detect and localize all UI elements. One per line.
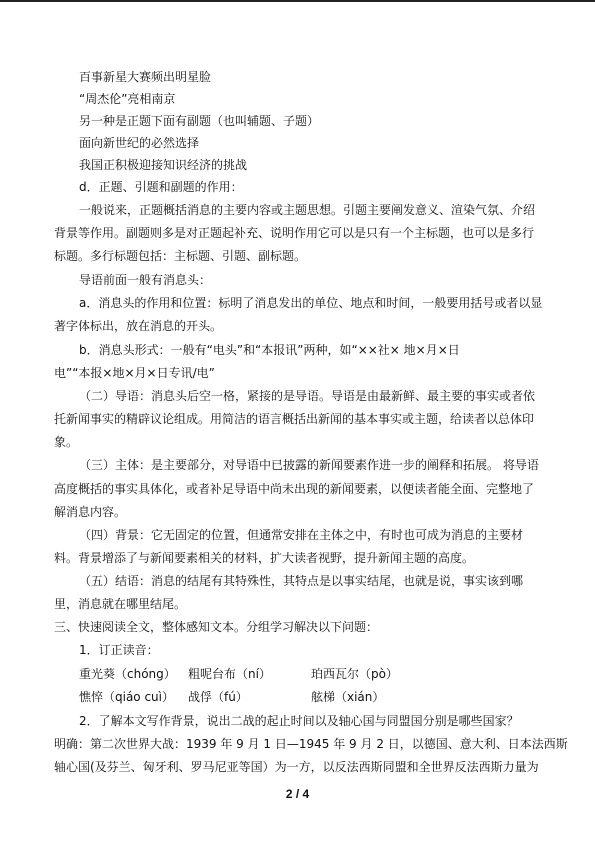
text-line-content: 面向新世纪的必然选择 — [79, 136, 200, 150]
text-line-content: 我国正积极迎接知识经济的挑战 — [79, 158, 248, 172]
text-line — [0, 640, 595, 660]
text-line — [0, 711, 595, 731]
text-line — [0, 340, 595, 360]
text-line — [0, 455, 595, 475]
text-line — [0, 89, 595, 109]
text-line-content: （二）导语：消息头后空一格，紧接的是导语。导语是由最新鲜、最主要的事实或者依 — [79, 389, 536, 403]
text-line — [0, 432, 595, 452]
text-line — [0, 757, 595, 777]
text-line — [0, 571, 595, 591]
text-line — [0, 155, 595, 175]
text-line — [0, 223, 595, 243]
text-line-content: 另一种是正题下面有副题（也叫辅题、子题） — [79, 114, 320, 128]
text-line-content: （五）结语：消息的结尾有其特殊性，其特点是以事实结尾，也就是说，事实该到哪 — [79, 574, 524, 588]
text-line-content: 高度概括的事实具体化，或者补足导语中尚未出现的新闻要素，以便读者能全面、完整地了 — [54, 482, 535, 496]
text-line-content: 著字体标出，放在消息的开头。 — [54, 319, 223, 333]
pronunciation-item: 舷梯（xián） — [311, 690, 385, 704]
page-number: 2 / 4 — [285, 787, 310, 801]
pronunciation-item: 憔悴（qiáo cuì） — [79, 690, 174, 704]
text-line — [0, 525, 595, 545]
text-line — [0, 111, 595, 131]
text-line-content: 标题。多行标题包括：主标题、引题、副标题。 — [54, 249, 307, 263]
text-line-content: “周杰伦”亮相南京 — [79, 92, 176, 106]
text-line — [0, 67, 595, 87]
text-line — [0, 177, 595, 197]
text-line-content: 2．了解本文写作背景，说出二战的起止时间以及轴心国与同盟国分别是哪些国家？ — [79, 714, 519, 728]
pronunciation-item: 粗呢台布（ní） — [188, 667, 271, 681]
text-line — [0, 386, 595, 406]
text-line — [0, 270, 595, 290]
text-line-content: （三）主体：是主要部分，对导语中已披露的新闻要素作进一步的阐释和拓展。 将导语 — [79, 458, 539, 472]
text-line-content: d．正题、引题和副题的作用： — [79, 180, 243, 194]
text-line-content: 导语前面一般有消息头： — [79, 273, 212, 287]
text-line-content: 百事新星大赛频出明星脸 — [79, 70, 212, 84]
pronunciation-item: 战俘（fú） — [188, 690, 248, 704]
text-line — [0, 133, 595, 153]
text-line-content: 托新闻事实的精辟议论组成。用简洁的语言概括出新闻的基本事实或主题，给读者以总体印 — [54, 412, 535, 426]
text-line-content: 背景等作用。副题则多是对正题起补充、说明作用它可以是只有一个主标题，也可以是多行 — [54, 226, 535, 240]
text-line-content: 一般说来，正题概括消息的主要内容或主题思想。引题主要阐发意义、渲染气氛、介绍 — [79, 203, 536, 217]
text-line-content: 里，消息就在哪里结尾。 — [54, 597, 187, 611]
text-line-content: 电”“本报×地×月×日专讯/电” — [54, 366, 215, 380]
text-line — [0, 502, 595, 522]
text-line-content: b．消息头形式：一般有“电头”和“本报讯”两种，如“××社× 地×月×日 — [79, 343, 460, 357]
text-line-content: a．消息头的作用和位置：标明了消息发出的单位、地点和时间，一般要用括号或者以显 — [79, 296, 543, 310]
text-line-content: 1．订正读音： — [79, 643, 159, 657]
text-line-content: （四）背景：它无固定的位置，但通常安排在主体之中，有时也可成为消息的主要材 — [79, 528, 524, 542]
text-line-content: 轴心国(及芬兰、匈牙利、罗马尼亚等国）为一方，以反法西斯同盟和全世界反法西斯力量为 — [54, 760, 539, 774]
text-line — [0, 479, 595, 499]
text-line — [0, 594, 595, 614]
text-line — [0, 734, 595, 754]
pronunciation-row — [0, 664, 595, 684]
text-line — [0, 293, 595, 313]
text-line — [0, 200, 595, 220]
text-line-content: 明确：第二次世界大战：1939 年 9 月 1 日—1945 年 9 月 2 日，以德国、意大利、日本法西斯 — [54, 737, 568, 751]
text-line-content: 三、快速阅读全文，整体感知文本。分组学习解决以下问题： — [54, 620, 379, 634]
text-line — [0, 617, 595, 637]
text-line — [0, 548, 595, 568]
text-line — [0, 316, 595, 336]
pronunciation-row — [0, 687, 595, 707]
pronunciation-item: 重光葵（chóng） — [79, 667, 176, 681]
text-line — [0, 363, 595, 383]
pronunciation-item: 珀西瓦尔（pò） — [311, 667, 398, 681]
text-line — [0, 409, 595, 429]
text-line — [0, 246, 595, 266]
text-line-content: 象。 — [54, 435, 79, 449]
text-line-content: 料。背景增添了与新闻要素相关的材料，扩大读者视野，提升新闻主题的高度。 — [54, 551, 475, 565]
text-line-content: 解消息内容。 — [54, 505, 127, 519]
